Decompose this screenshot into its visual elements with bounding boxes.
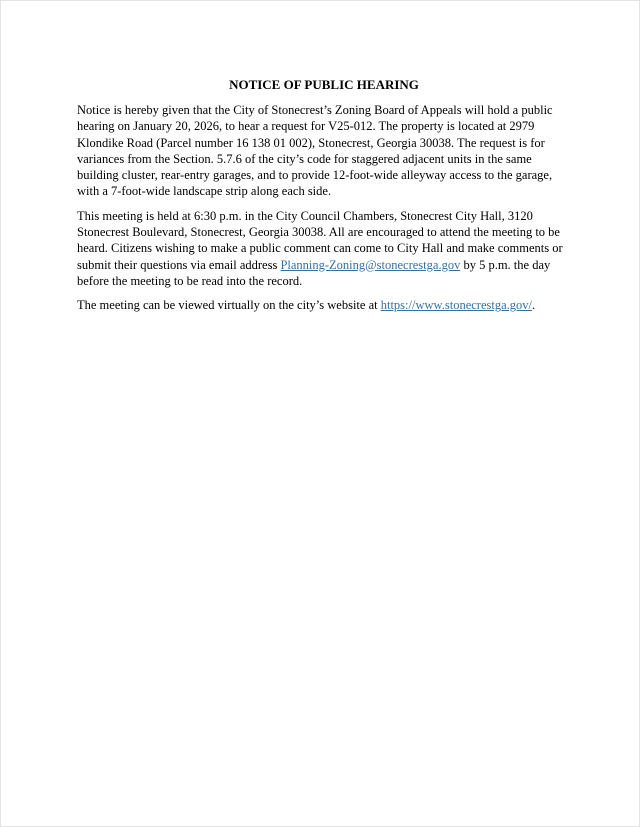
notice-paragraph-hearing [77, 102, 571, 200]
paragraph-line: hearing on January 20, 2026, to hear a request for V25-012. The property is located at 2979 [77, 119, 535, 134]
paragraph-line: variances from the Section. 5.7.6 of the city’s code for staggered adjacent units in the same [77, 151, 532, 166]
email-prefix-text: submit their questions via email address [77, 257, 281, 272]
paragraph-line: Stonecrest Boulevard, Stonecrest, Georgia 30038. All are encouraged to attend the meeting to be [77, 225, 560, 240]
notice-paragraph-meeting [77, 208, 571, 289]
notice-content [77, 77, 571, 322]
website-link[interactable]: https://www.stonecrestga.gov/ [380, 298, 532, 313]
website-prefix-text: The meeting can be viewed virtually on the city’s website at [77, 298, 381, 313]
paragraph-line: before the meeting to be read into the record. [77, 273, 303, 288]
website-suffix-text: . [532, 298, 536, 313]
paragraph-line-email [77, 257, 571, 273]
paragraph-line: This meeting is held at 6:30 p.m. in the City Council Chambers, Stonecrest City Hall, 3120 [77, 208, 533, 223]
paragraph-line-website [77, 297, 571, 313]
paragraph-line: Notice is hereby given that the City of Stonecrest’s Zoning Board of Appeals will hold a public [77, 103, 553, 117]
paragraph-line: heard. Citizens wishing to make a public comment can come to City Hall and make comments or [77, 241, 563, 256]
notice-paragraph-virtual [77, 297, 571, 313]
paragraph-line: building cluster, rear-entry garages, and to provide 12-foot-wide alleyway access to the garage, [77, 168, 553, 183]
notice-title: NOTICE OF PUBLIC HEARING [229, 77, 419, 92]
paragraph-line: with a 7-foot-wide landscape strip along each side. [77, 184, 332, 199]
email-suffix-text: by 5 p.m. the day [460, 257, 551, 272]
email-link[interactable]: Planning-Zoning@stonecrestga.gov [280, 257, 461, 272]
paragraph-line: Klondike Road (Parcel number 16 138 01 002), Stonecrest, Georgia 30038. The request is for [77, 135, 545, 150]
